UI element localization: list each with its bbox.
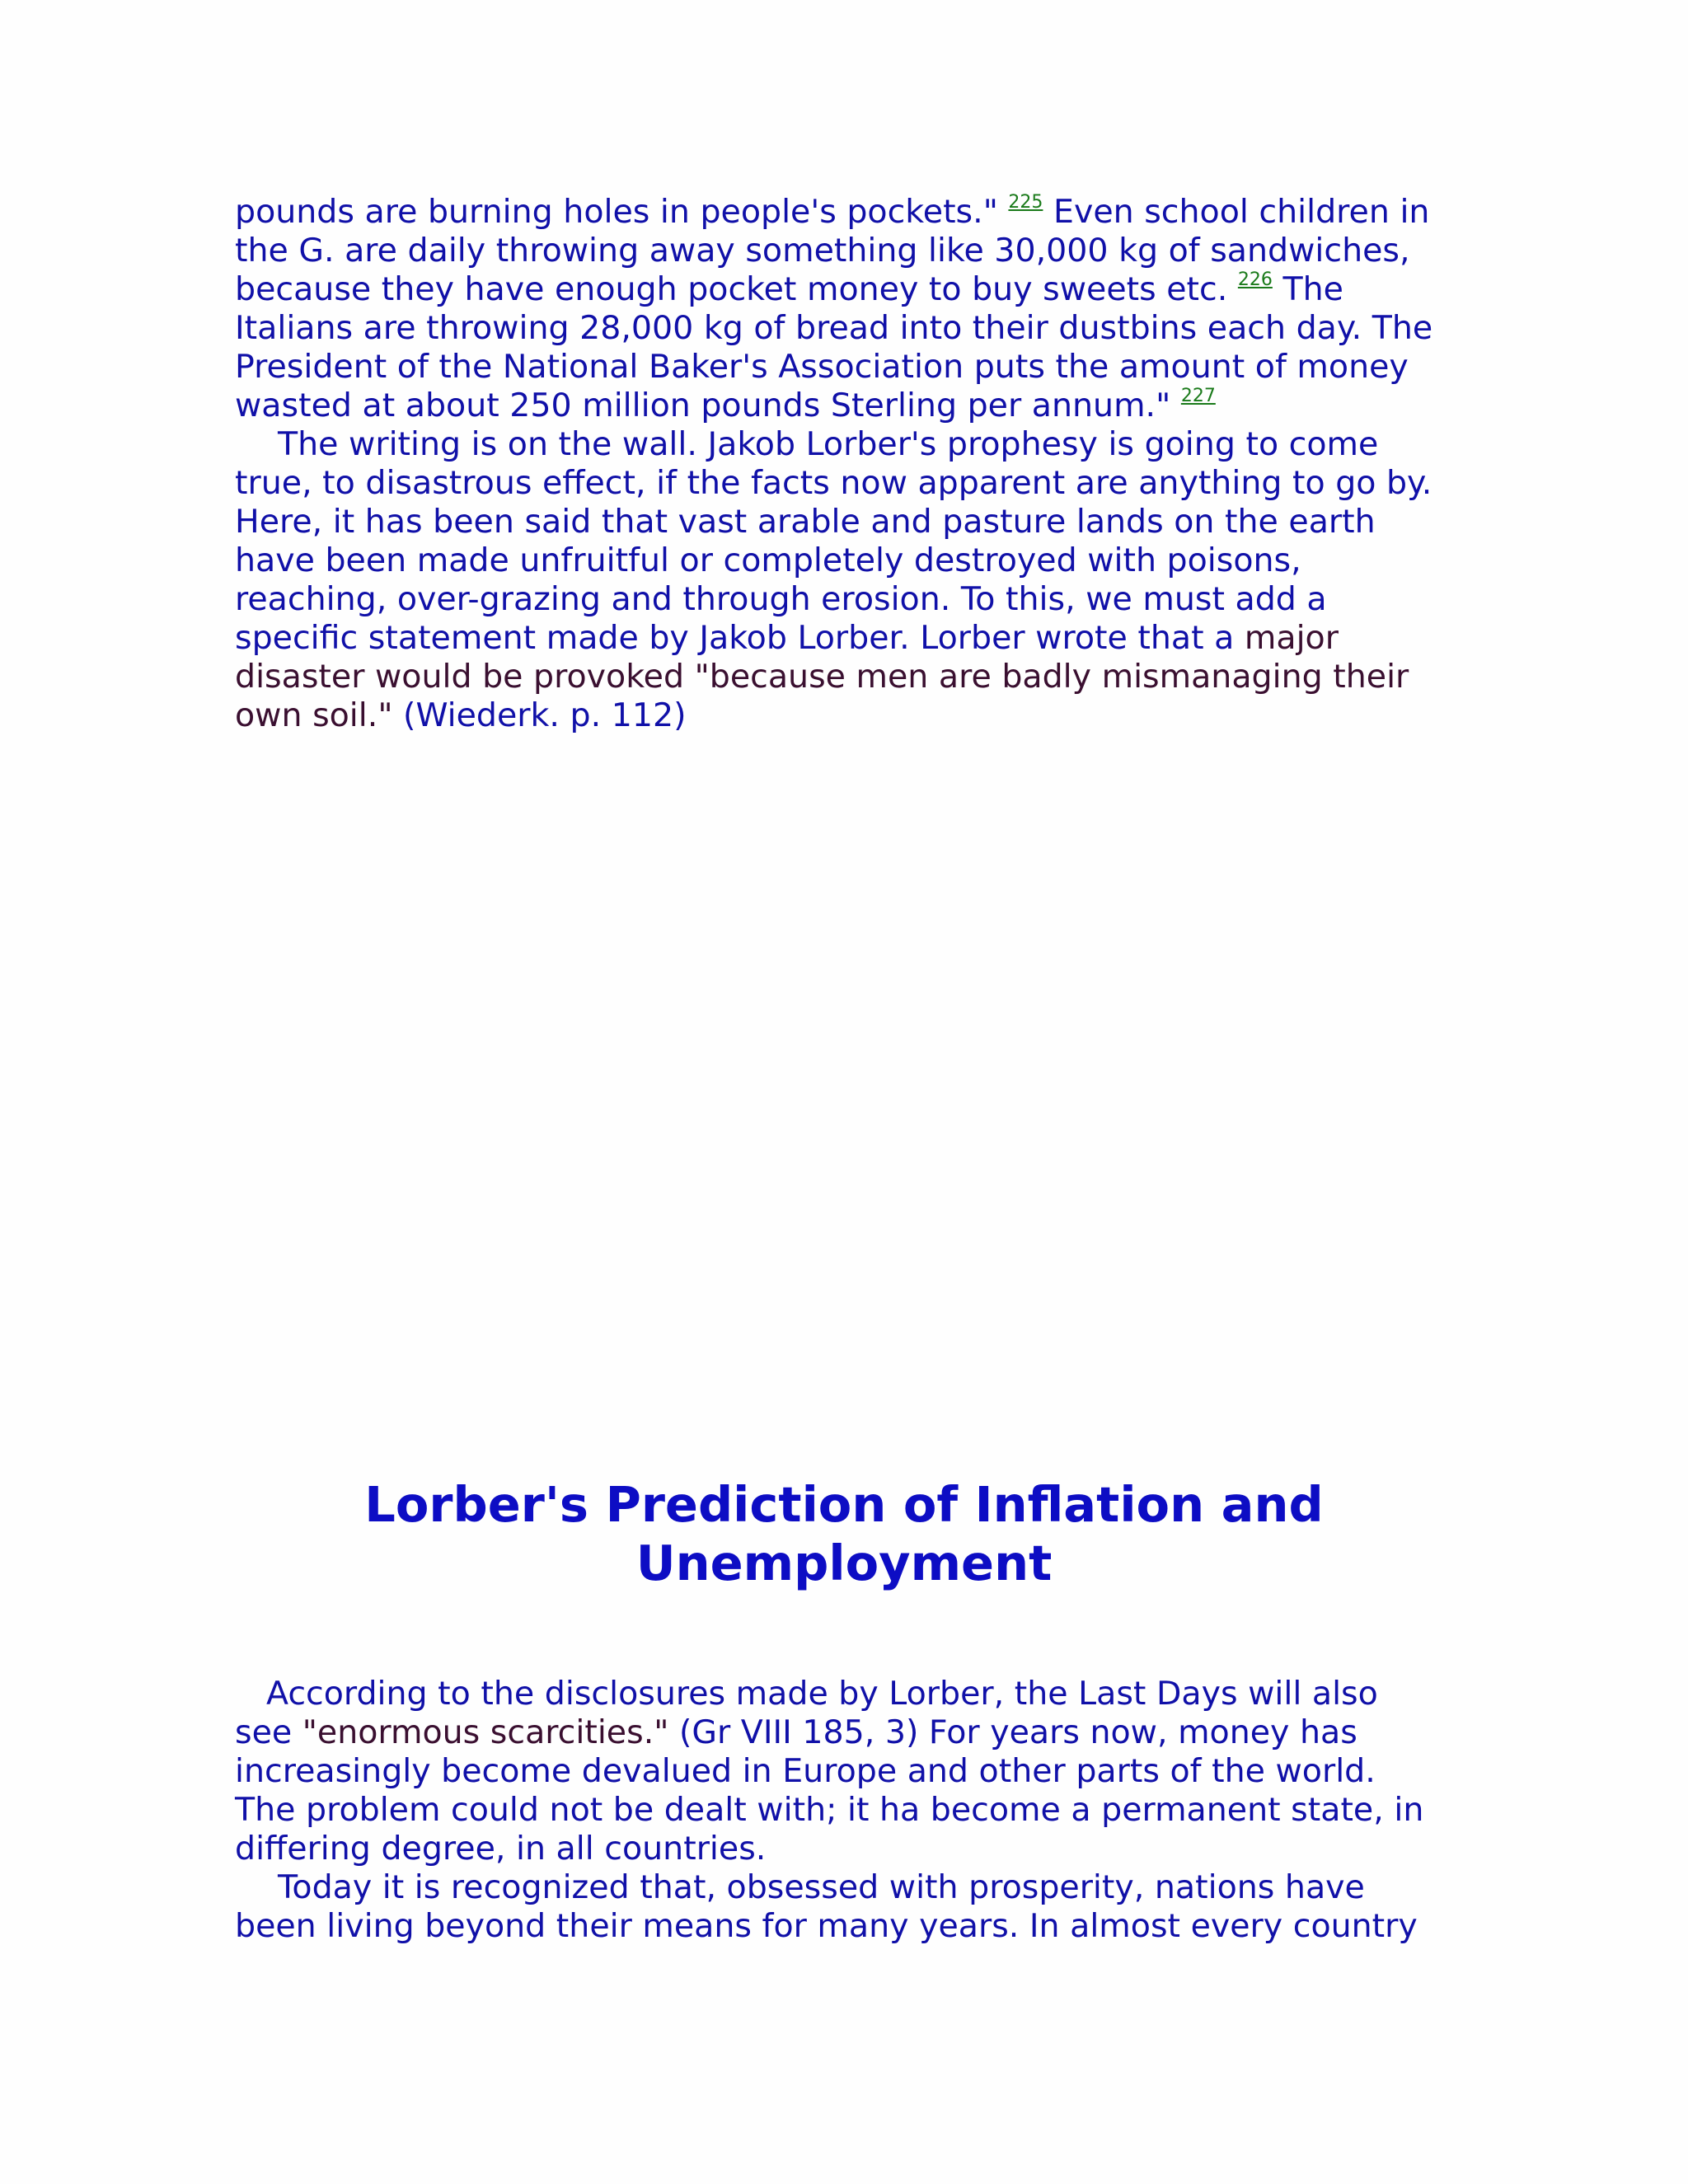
footnote-link-225[interactable]: 225	[1008, 192, 1043, 213]
text-span: because they have enough pocket money to buy sweets etc.	[235, 270, 1228, 308]
text-line: true, to disastrous effect, if the facts now apparent are anything to go by.	[235, 464, 1432, 502]
footnote-link-226[interactable]: 226	[1237, 269, 1273, 290]
page-section-bottom	[235, 1675, 1471, 1946]
text-line	[235, 193, 1471, 232]
citation-span: (Wiederk. p. 112)	[392, 696, 687, 734]
section-heading	[235, 1475, 1453, 1592]
text-line: Today it is recognized that, obsessed with prosperity, nations have	[278, 1868, 1365, 1906]
text-line: The problem could not be dealt with; it ha become a permanent state, in	[235, 1791, 1424, 1829]
footnote-link-227[interactable]: 227	[1180, 386, 1216, 406]
text-line	[235, 696, 1471, 735]
text-span: wasted at about 250 million pounds Sterling per annum."	[235, 387, 1171, 424]
text-line: the G. are daily throwing away something like 30,000 kg of sandwiches,	[235, 232, 1410, 269]
text-line: Here, it has been said that vast arable and pasture lands on the earth	[235, 503, 1376, 541]
text-span: specific statement made by Jakob Lorber. Lorber wrote that a	[235, 619, 1245, 657]
text-line: differing degree, in all countries.	[235, 1830, 767, 1868]
quote-span: own soil."	[235, 696, 393, 734]
text-line: increasingly become devalued in Europe and other parts of the world.	[235, 1752, 1376, 1790]
text-line: been living beyond their means for many years. In almost every country	[235, 1907, 1418, 1945]
text-line	[235, 270, 1471, 309]
text-line: reaching, over-grazing and through erosion. To this, we must add a	[235, 580, 1327, 618]
paragraph-prosperity	[235, 1868, 1471, 1946]
paragraph-food-waste	[235, 193, 1471, 425]
text-span: (Gr VIII 185, 3) For years now, money has	[668, 1713, 1357, 1751]
paragraph-scarcities	[235, 1675, 1471, 1868]
text-line: have been made unfruitful or completely destroyed with poisons,	[235, 541, 1301, 579]
text-line: Italians are throwing 28,000 kg of bread into their dustbins each day. The	[235, 309, 1433, 347]
heading-line: Lorber's Prediction of Inflation and	[364, 1476, 1324, 1533]
page-section-top	[235, 193, 1471, 735]
paragraph-writing-on-wall	[235, 425, 1471, 735]
text-line: President of the National Baker's Association puts the amount of money	[235, 348, 1409, 386]
text-line	[235, 387, 1471, 425]
text-line	[235, 1713, 1471, 1752]
text-span: Even school children in	[1053, 193, 1430, 231]
quote-span: major	[1244, 619, 1339, 657]
text-line: According to the disclosures made by Lorber, the Last Days will also	[266, 1675, 1378, 1713]
text-span: pounds are burning holes in people's pockets."	[235, 193, 998, 231]
text-line: The writing is on the wall. Jakob Lorber's prophesy is going to come	[278, 425, 1379, 463]
text-span: The	[1282, 270, 1343, 308]
quote-line: disaster would be provoked "because men are badly mismanaging their	[235, 658, 1409, 696]
text-line	[235, 619, 1471, 658]
text-span: see	[235, 1713, 302, 1751]
heading-line: Unemployment	[635, 1535, 1053, 1591]
quote-span: "enormous scarcities."	[302, 1713, 669, 1751]
